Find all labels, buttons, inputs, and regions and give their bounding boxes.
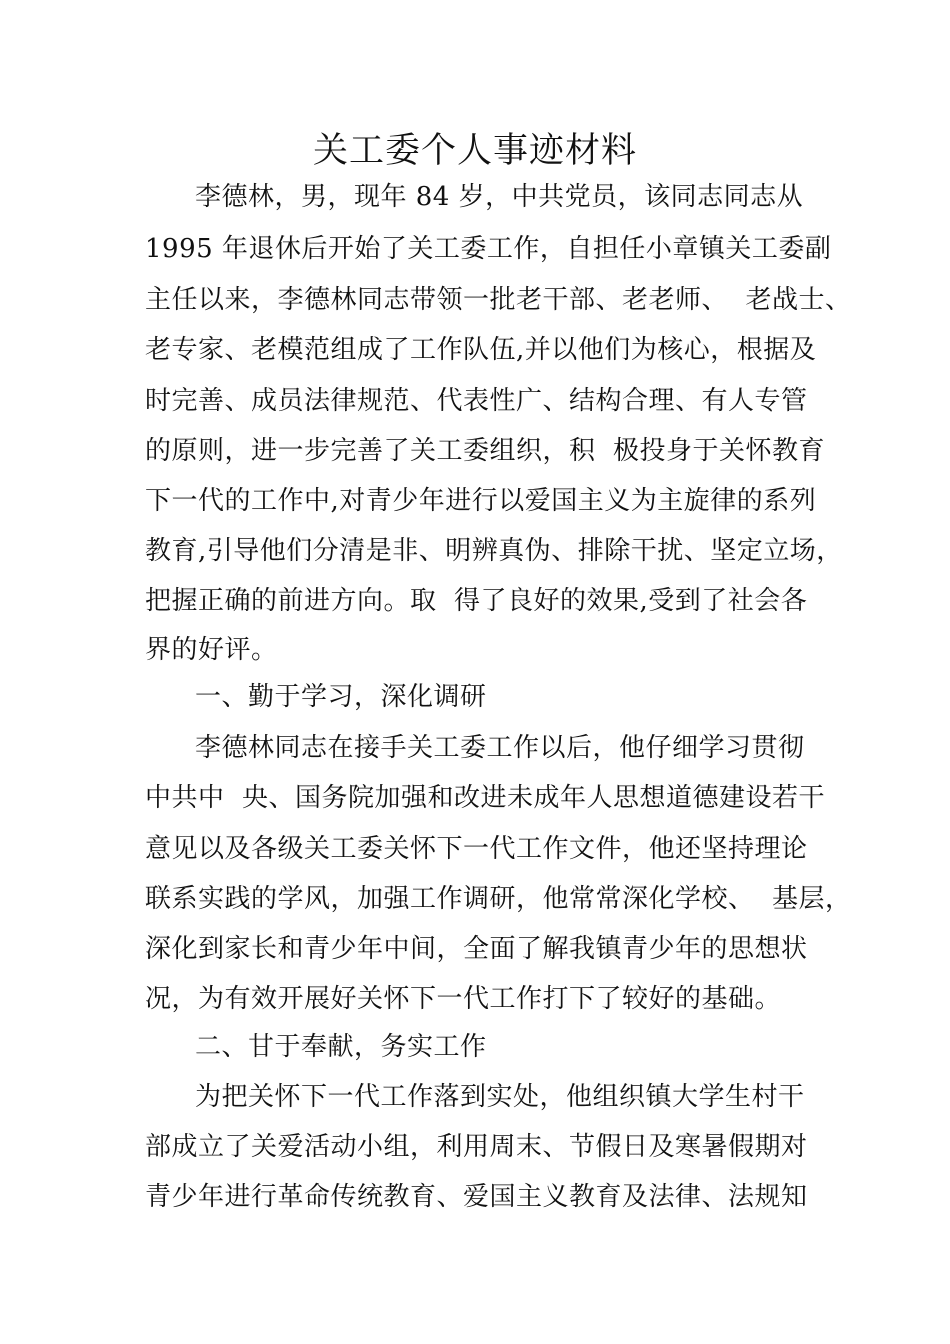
text-line: 中共中 央、国务院加强和改进未成年人思想道德建设若干	[145, 783, 826, 813]
text-line: 李德林同志在接手关工委工作以后，他仔细学习贯彻	[195, 733, 805, 763]
text-line: 下一代的工作中,对青少年进行以爱国主义为主旋律的系列	[145, 486, 817, 516]
text-line: 李德林，男，现年 84 岁，中共党员，该同志同志从	[195, 182, 804, 212]
text-line: 1995 年退休后开始了关工委工作，自担任小章镇关工委副	[145, 234, 832, 264]
text-line: 意见以及各级关工委关怀下一代工作文件，他还坚持理论	[145, 834, 808, 864]
document-title: 关工委个人事迹材料	[312, 131, 637, 171]
text-line: 教育,引导他们分清是非、明辨真伪、排除干扰、坚定立场，	[145, 536, 843, 566]
text-line: 青少年进行革命传统教育、爱国主义教育及法律、法规知	[145, 1182, 808, 1212]
section-heading: 一、勤于学习，深化调研	[195, 682, 487, 712]
section-heading: 二、甘于奉献，务实工作	[195, 1032, 487, 1062]
text-line: 界的好评。	[145, 635, 278, 665]
text-line: 把握正确的前进方向。取 得了良好的效果,受到了社会各	[145, 586, 808, 616]
text-line: 时完善、成员法律规范、代表性广、结构合理、有人专管	[145, 386, 808, 416]
text-line: 联系实践的学风，加强工作调研，他常常深化学校、 基层，	[145, 884, 852, 914]
text-line: 部成立了关爱活动小组，利用周末、节假日及寒暑假期对	[145, 1132, 808, 1162]
text-line: 老专家、老模范组成了工作队伍,并以他们为核心，根据及	[145, 335, 817, 365]
text-line: 深化到家长和青少年中间，全面了解我镇青少年的思想状	[145, 934, 808, 964]
text-line: 的原则，进一步完善了关工委组织，积 极投身于关怀教育	[145, 436, 826, 466]
text-line: 况，为有效开展好关怀下一代工作打下了较好的基础。	[145, 984, 782, 1014]
text-line: 主任以来，李德林同志带领一批老干部、老老师、 老战士、	[145, 285, 852, 315]
text-line: 为把关怀下一代工作落到实处，他组织镇大学生村干	[195, 1082, 805, 1112]
